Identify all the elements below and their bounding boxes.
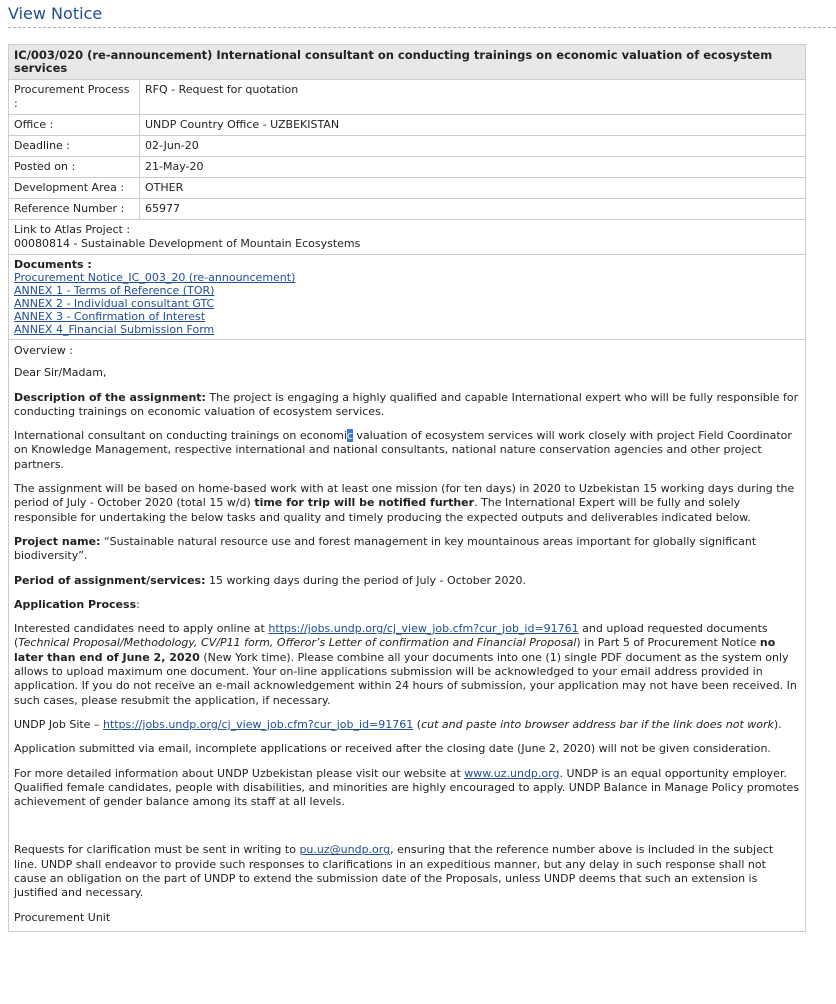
document-link-annex-3[interactable]: ANNEX 3 - Confirmation of Interest: [14, 310, 206, 323]
notice-heading: IC/003/020 (re-announcement) International consultant on conducting trainings on economic valuation of ecosystem services: [9, 45, 806, 80]
atlas-label: Link to Atlas Project :: [14, 223, 131, 236]
email-link[interactable]: pu.uz@undp.org: [299, 843, 391, 857]
clarification-text-b: , ensuring that the reference number above is included in the subject line. UNDP shall endeavor to provide such responses to clarifications in an expeditious manner, but any delay in such response shall not cause an obligation on the part of UNDP to extend the submission date of the Proposals, unless UNDP deems that such an extension is justified and necessary.: [14, 843, 774, 900]
assignment-bold: time for trip will be notified further: [254, 496, 475, 510]
period-label: Period of assignment/services:: [14, 573, 206, 587]
atlas-cell: [9, 220, 806, 255]
info-text-a: For more detailed information about UNDP Uzbekistan please visit our website at: [14, 766, 465, 780]
application-deadline-bold: no later than end of June 2, 2020: [14, 636, 776, 664]
job-site-text-c: ).: [773, 717, 782, 731]
clarification-text-a: Requests for clarification must be sent in writing to: [14, 843, 300, 857]
application-text-c: ) in Part 5 of Procurement Notice: [576, 636, 760, 650]
application-text-a: Interested candidates need to apply online at: [14, 622, 269, 636]
apply-online-link[interactable]: https://jobs.undp.org/cj_view_job.cfm?cur_job_id=91761: [268, 622, 579, 636]
application-documents-italic: Technical Proposal/Methodology, CV/P11 form, Offeror’s Letter of confirmation and Financial Proposal: [18, 636, 577, 650]
application-heading: [14, 598, 800, 612]
field-value-office: UNDP Country Office - UZBEKISTAN: [140, 115, 806, 136]
collaboration-text-a: International consultant on conducting trainings on economi: [14, 429, 347, 443]
field-label-office: Office :: [9, 115, 140, 136]
overview-cell: [9, 340, 806, 932]
assignment-text-b: . The International Expert will be fully and solely responsible for undertaking the below tasks and quality and timely producing the expected outputs and deliverables indicated below.: [14, 496, 751, 524]
field-value-development-area: OTHER: [140, 178, 806, 199]
atlas-row: [9, 220, 806, 255]
job-site-text-b: (: [413, 717, 422, 731]
info-paragraph: [14, 767, 800, 810]
website-link[interactable]: www.uz.undp.org: [464, 766, 560, 780]
text-cursor-selection: c: [346, 429, 353, 443]
application-label: Application Process: [14, 597, 137, 611]
application-paragraph: [14, 622, 800, 708]
document-link-annex-4[interactable]: ANNEX 4_Financial Submission Form: [14, 323, 215, 336]
description-text: The project is engaging a highly qualified and capable International expert who will be fully responsible for conducting trainings on economic valuation of ecosystem services.: [14, 390, 799, 418]
field-label-posted-on: Posted on :: [9, 157, 140, 178]
field-value-reference-number: 65977: [140, 199, 806, 220]
period-text: 15 working days during the period of July - October 2020.: [205, 573, 526, 587]
documents-cell: [9, 255, 806, 340]
atlas-value: 00080814 - Sustainable Development of Mountain Ecosystems: [14, 237, 361, 250]
job-site-paragraph: [14, 718, 800, 732]
job-site-link[interactable]: https://jobs.undp.org/cj_view_job.cfm?cur_job_id=91761: [102, 717, 414, 731]
project-paragraph: [14, 535, 800, 564]
documents-row: [9, 255, 806, 340]
email-note-paragraph: Application submitted via email, incomplete applications or received after the closing date (June 2, 2020) will not be given consideration.: [14, 742, 771, 756]
field-label-reference-number: Reference Number :: [9, 199, 140, 220]
document-link-annex-2[interactable]: ANNEX 2 - Individual consultant GTC: [14, 297, 215, 310]
spacer: [14, 819, 800, 843]
title-divider: [8, 27, 836, 28]
info-text-b: . UNDP is an equal opportunity employer. Qualified female candidates, people with disabilities, and minorities are highly encouraged to apply. UNDP Balance in Manage Policy promotes achievement of gender balance among its staff at all levels.: [14, 766, 800, 809]
overview-label: Overview :: [14, 344, 73, 357]
collaboration-text-b: valuation of ecosystem services will work closely with project Field Coordinator on Knowledge Management, respective international and national consultants, national nature conservation agencies and other project partners.: [14, 429, 792, 471]
greeting: Dear Sir/Madam,: [14, 366, 107, 380]
page-title: View Notice: [8, 4, 103, 23]
document-link-procurement-notice[interactable]: Procurement Notice_IC_003_20 (re-announcement): [14, 271, 296, 284]
job-site-italic: cut and paste into browser address bar if the link does not work: [421, 717, 774, 731]
description-paragraph: [14, 391, 800, 420]
field-row: [9, 136, 806, 157]
signature: Procurement Unit: [14, 910, 111, 924]
field-row: [9, 199, 806, 220]
description-label: Description of the assignment:: [14, 390, 206, 404]
document-link-annex-1[interactable]: ANNEX 1 - Terms of Reference (TOR): [14, 284, 215, 297]
application-text-b: and upload requested documents (: [14, 622, 768, 650]
field-row: [9, 80, 806, 115]
field-value-deadline: 02-Jun-20: [140, 136, 806, 157]
field-value-posted-on: 21-May-20: [140, 157, 806, 178]
field-label-deadline: Deadline :: [9, 136, 140, 157]
assignment-text-a: The assignment will be based on home-based work with at least one mission (for ten days) in 2020 to Uzbekistan 15 working days during the period of July - October 2020 (total 15 w/d): [14, 482, 795, 510]
job-site-text-a: UNDP Job Site –: [14, 717, 103, 731]
assignment-paragraph: [14, 482, 800, 525]
period-paragraph: [14, 574, 800, 588]
field-row: [9, 157, 806, 178]
field-row: [9, 178, 806, 199]
overview-row: [9, 340, 806, 932]
application-text-d: (New York time). Please combine all your documents into one (1) single PDF document as the system only allows to upload maximum one document. Your on-line applications submission will be acknowledged to your email address provided in application. If you do not receive an e-mail acknowledgement within 24 hours of submission, your application may not have been received. In such cases, please resubmit the application, if necessary.: [14, 650, 797, 707]
project-label: Project name:: [14, 534, 101, 548]
application-colon: :: [136, 597, 140, 611]
field-value-procurement-process: RFQ - Request for quotation: [140, 80, 806, 115]
field-label-development-area: Development Area :: [9, 178, 140, 199]
notice-table: [8, 44, 806, 932]
documents-label: Documents :: [14, 258, 92, 271]
collaboration-paragraph: [14, 429, 800, 472]
project-text: “Sustainable natural resource use and forest management in key mountainous areas important for globally significant biodiversity”.: [14, 534, 757, 563]
clarification-paragraph: [14, 843, 800, 900]
field-row: [9, 115, 806, 136]
field-label-procurement-process: Procurement Process :: [9, 80, 140, 115]
